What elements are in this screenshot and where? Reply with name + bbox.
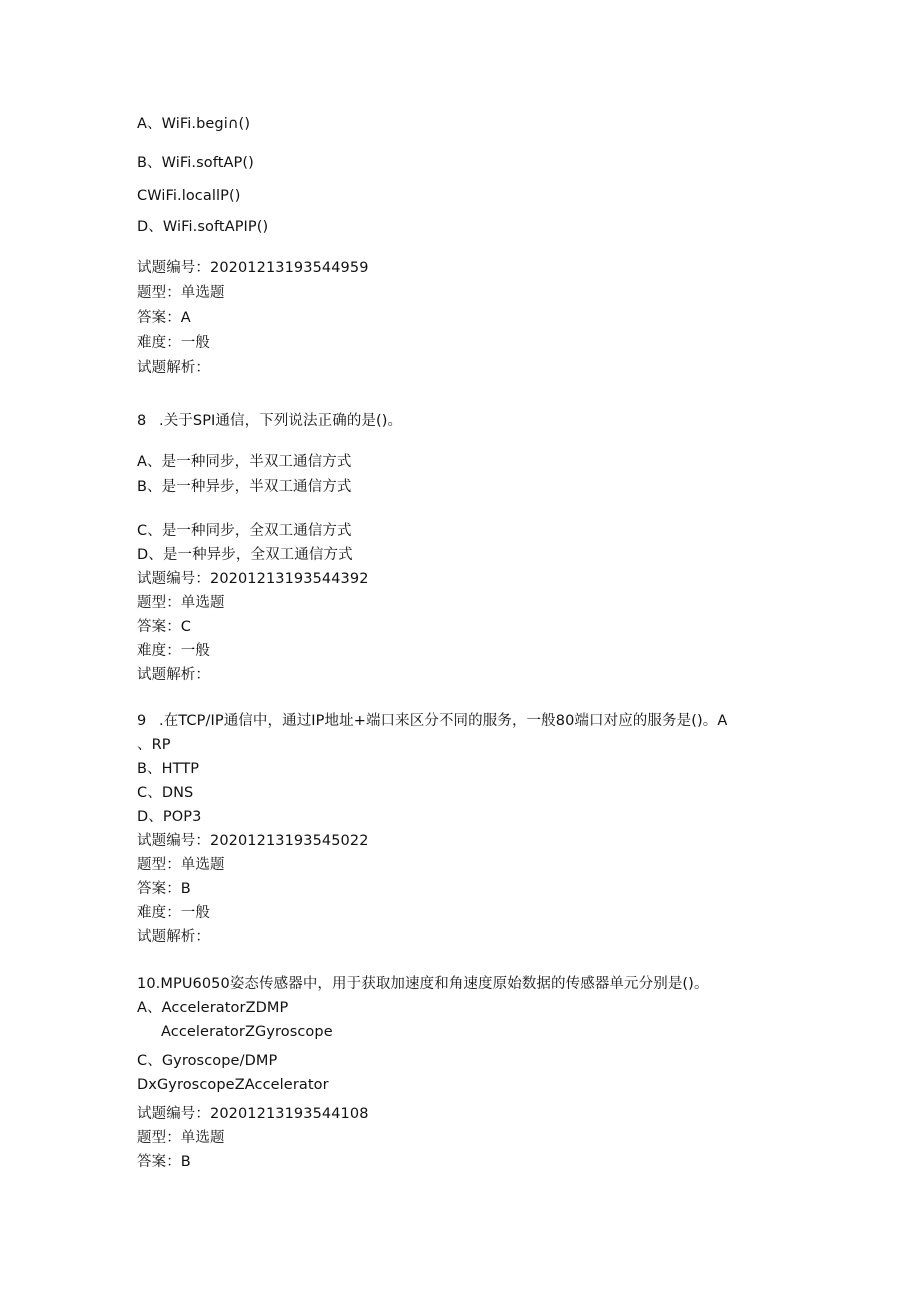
q9-text: .在TCP/IP通信中，通过IP地址+端口来区分不同的服务，一般80端口对应的服务是()。A: [159, 713, 728, 729]
q9-answer: 答案：B: [137, 881, 191, 897]
q8-number: 8: [137, 413, 147, 429]
q9-option-a-cont: 、RP: [137, 737, 171, 753]
q8-answer: 答案：C: [137, 619, 192, 635]
q10-option-c: C、Gyroscope/DMP: [137, 1053, 278, 1069]
q9-option-c: C、DNS: [137, 785, 194, 801]
q7-answer: 答案：A: [137, 310, 191, 326]
q7-id: 试题编号：20201213193544959: [137, 260, 369, 276]
q10-question: 10.MPU6050姿态传感器中，用于获取加速度和角速度原始数据的传感器单元分别是()。: [137, 976, 709, 992]
q7-type: 题型：单选题: [137, 285, 225, 301]
q7-option-d: D、WiFi.softAPIP(): [137, 219, 269, 235]
q8-id: 试题编号：20201213193544392: [137, 571, 369, 587]
q8-analysis: 试题解析：: [137, 667, 210, 683]
q9-question: [137, 712, 727, 730]
q10-option-b: AcceleratorZGyroscope: [161, 1024, 333, 1040]
q8-option-a: A、是一种同步，半双工通信方式: [137, 454, 352, 470]
q9-number: 9: [137, 713, 147, 729]
q8-text: .关于SPI通信，下列说法正确的是()。: [159, 413, 403, 429]
q8-option-c: C、是一种同步，全双工通信方式: [137, 523, 352, 539]
q8-question: [137, 412, 402, 430]
q9-id: 试题编号：20201213193545022: [137, 833, 369, 849]
q8-difficulty: 难度：一般: [137, 643, 210, 659]
q9-option-d: D、POP3: [137, 809, 202, 825]
q10-id: 试题编号：20201213193544108: [137, 1106, 369, 1122]
q9-type: 题型：单选题: [137, 857, 225, 873]
q9-analysis: 试题解析：: [137, 929, 210, 945]
q10-option-a: A、AcceleratorZDMP: [137, 1000, 289, 1016]
q7-option-c: CWiFi.locallP(): [137, 188, 241, 204]
q8-option-d: D、是一种异步，全双工通信方式: [137, 547, 353, 563]
q8-option-b: B、是一种异步，半双工通信方式: [137, 479, 352, 495]
q10-type: 题型：单选题: [137, 1130, 225, 1146]
q7-option-b: B、WiFi.softAP(): [137, 155, 254, 171]
q8-type: 题型：单选题: [137, 595, 225, 611]
q7-analysis: 试题解析：: [137, 360, 210, 376]
q10-option-d: DxGyroscopeZAccelerator: [137, 1077, 329, 1093]
q10-answer: 答案：B: [137, 1154, 191, 1170]
q9-difficulty: 难度：一般: [137, 905, 210, 921]
q7-option-a: A、WiFi.begi∩(): [137, 116, 251, 132]
q7-difficulty: 难度：一般: [137, 335, 210, 351]
q9-option-b: B、HTTP: [137, 761, 200, 777]
